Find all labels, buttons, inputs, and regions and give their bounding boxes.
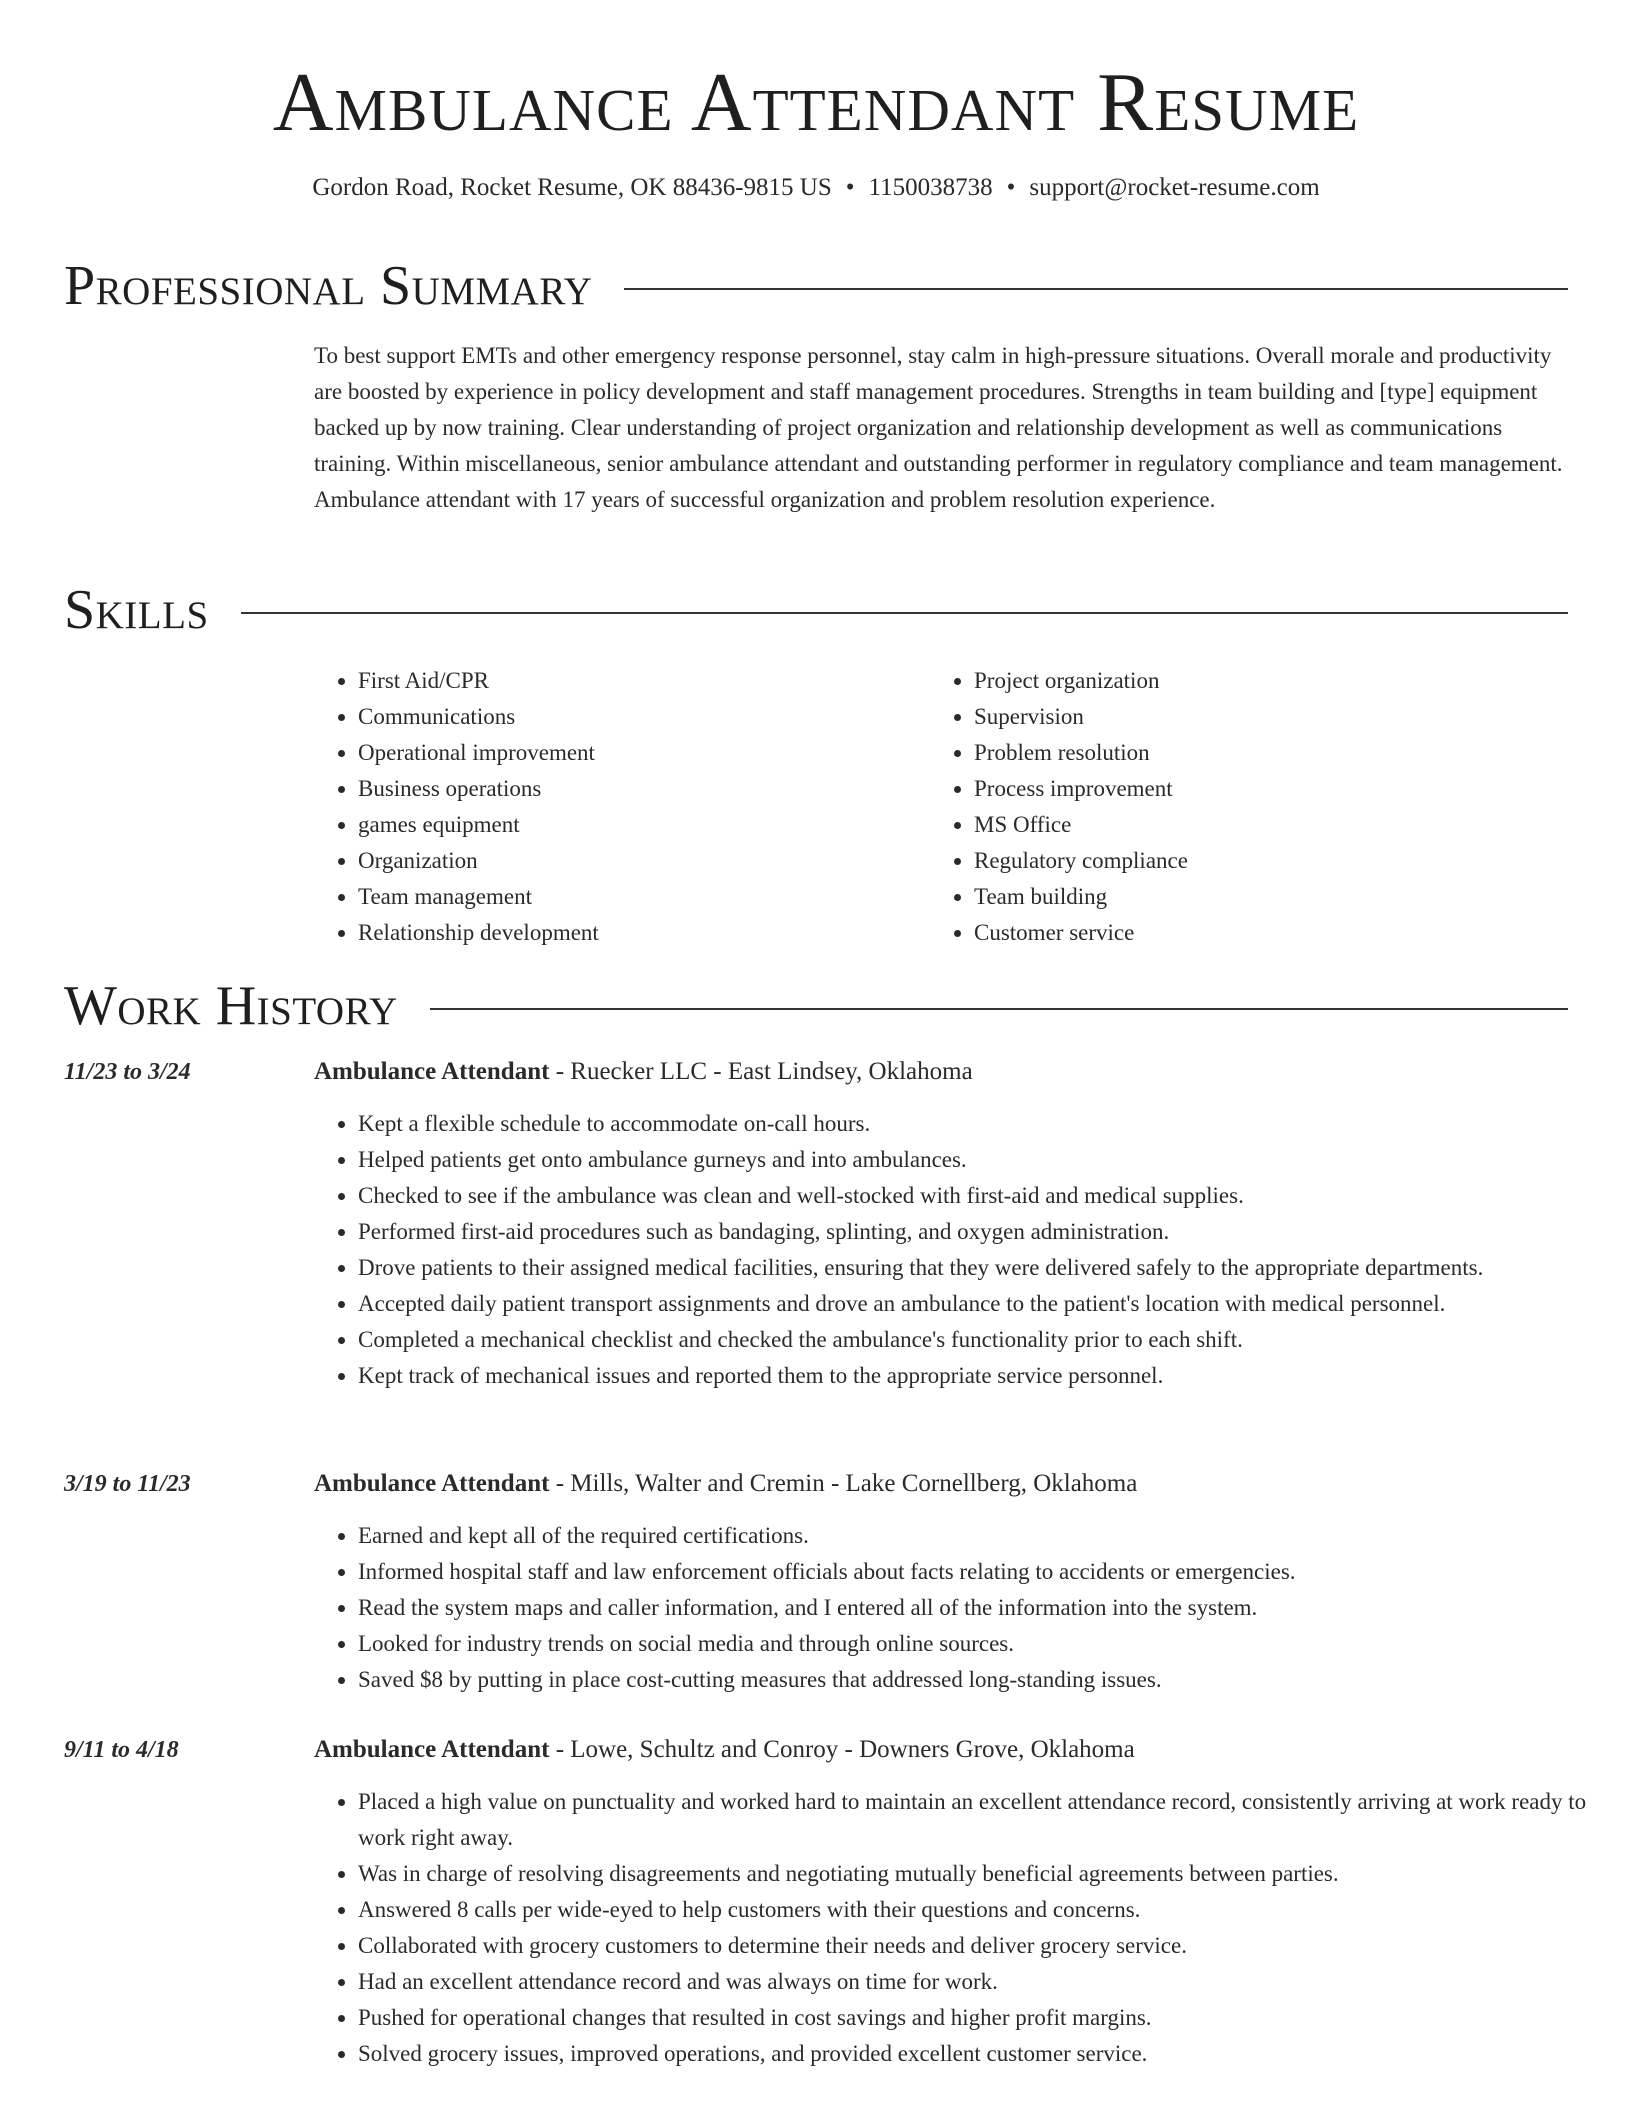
skill-item: • Regulatory compliance: [974, 843, 1188, 879]
skill-item: • Relationship development: [358, 915, 930, 951]
job-bullet: • Was in charge of resolving disagreements and negotiating mutually beneficial agreements between parties.: [358, 1856, 1612, 1892]
skill-item: • Team building: [974, 879, 1188, 915]
contact-address: Gordon Road, Rocket Resume, OK 88436-9815 US: [312, 174, 832, 201]
summary-section-title: Professional Summary: [64, 255, 593, 317]
job-bullets: [314, 1106, 1612, 1394]
skills-section-header: [64, 580, 1568, 640]
skill-item: • games equipment: [358, 807, 930, 843]
contact-separator: •: [1006, 174, 1016, 201]
skill-item: • Supervision: [974, 699, 1188, 735]
job-title: Ambulance Attendant: [314, 1736, 550, 1763]
job-bullet: • Answered 8 calls per wide-eyed to help customers with their questions and concerns.: [358, 1892, 1612, 1928]
job-bullet: • Kept track of mechanical issues and reported them to the appropriate service personnel.: [358, 1358, 1612, 1394]
job-bullet: • Performed first-aid procedures such as bandaging, splinting, and oxygen administration.: [358, 1214, 1612, 1250]
skill-item: • Process improvement: [974, 771, 1188, 807]
skill-item: • Team management: [358, 879, 930, 915]
job-dates: 11/23 to 3/24: [64, 1059, 191, 1085]
work-history-section-header: [64, 976, 1568, 1036]
contact-line: [0, 172, 1632, 204]
job-bullet: • Completed a mechanical checklist and checked the ambulance's functionality prior to each shift.: [358, 1322, 1612, 1358]
skills-column-2: [930, 663, 1188, 951]
job-heading: [314, 1054, 973, 1090]
job-bullets: [314, 1518, 1612, 1698]
work-history-section-title: Work History: [64, 975, 398, 1037]
skill-item: • Project organization: [974, 663, 1188, 699]
job-bullet: • Looked for industry trends on social media and through online sources.: [358, 1626, 1612, 1662]
job-bullets: [314, 1784, 1612, 2072]
contact-separator: •: [845, 174, 855, 201]
job-bullet: • Checked to see if the ambulance was clean and well-stocked with first-aid and medical supplies.: [358, 1178, 1612, 1214]
job-bullet: • Pushed for operational changes that resulted in cost savings and higher profit margins.: [358, 2000, 1612, 2036]
skills-section-title: Skills: [64, 579, 209, 641]
job-bullet: • Collaborated with grocery customers to determine their needs and deliver grocery service.: [358, 1928, 1612, 1964]
job-bullet: • Drove patients to their assigned medical facilities, ensuring that they were delivered safely to the appropriate departments.: [358, 1250, 1612, 1286]
job-title: Ambulance Attendant: [314, 1470, 550, 1497]
skill-item: • Customer service: [974, 915, 1188, 951]
contact-phone: 1150038738: [868, 174, 993, 201]
job-heading: [314, 1732, 1135, 1768]
skills-column-1: [314, 663, 930, 951]
job-bullet: • Kept a flexible schedule to accommodate on-call hours.: [358, 1106, 1612, 1142]
skill-item: • MS Office: [974, 807, 1188, 843]
job-bullet: • Had an excellent attendance record and was always on time for work.: [358, 1964, 1612, 2000]
contact-email: support@rocket-resume.com: [1029, 174, 1320, 201]
summary-section-header: [64, 256, 1568, 316]
job-dates: 9/11 to 4/18: [64, 1737, 179, 1763]
professional-summary-text: To best support EMTs and other emergency response personnel, stay calm in high-pressure situations. Overall morale and productivity are boosted by experience in policy development and staff management procedures. Strengths in team building and [type] equipment backed up by now training. Clear understanding of project organization and relationship development as well as communications training. Within miscellaneous, senior ambulance attendant and outstanding performer in regulatory compliance and team management. Ambulance attendant with 17 years of successful organization and problem resolution experience.: [314, 343, 1563, 512]
job-bullet: • Placed a high value on punctuality and worked hard to maintain an excellent attendance record, consistently arriving at work ready to work right away.: [358, 1784, 1612, 1856]
job-bullet: • Accepted daily patient transport assignments and drove an ambulance to the patient's location with medical personnel.: [358, 1286, 1612, 1322]
job-dates: 3/19 to 11/23: [64, 1471, 191, 1497]
job-bullet: • Read the system maps and caller information, and I entered all of the information into the system.: [358, 1590, 1612, 1626]
job-bullet: • Solved grocery issues, improved operations, and provided excellent customer service.: [358, 2036, 1612, 2072]
job-employer: - Ruecker LLC - East Lindsey, Oklahoma: [549, 1058, 973, 1085]
section-divider: [430, 1008, 1568, 1010]
job-title: Ambulance Attendant: [314, 1058, 550, 1085]
job-employer: - Lowe, Schultz and Conroy - Downers Grove, Oklahoma: [549, 1736, 1135, 1763]
job-bullet: • Helped patients get onto ambulance gurneys and into ambulances.: [358, 1142, 1612, 1178]
skill-item: • Communications: [358, 699, 930, 735]
skill-item: • First Aid/CPR: [358, 663, 930, 699]
job-heading: [314, 1466, 1137, 1502]
skill-item: • Business operations: [358, 771, 930, 807]
resume-title: Ambulance Attendant Resume: [272, 56, 1360, 149]
skill-item: • Problem resolution: [974, 735, 1188, 771]
skill-item: • Organization: [358, 843, 930, 879]
section-divider: [241, 612, 1568, 614]
skills-list: [314, 663, 1568, 951]
skill-item: • Operational improvement: [358, 735, 930, 771]
job-employer: - Mills, Walter and Cremin - Lake Cornellberg, Oklahoma: [549, 1470, 1138, 1497]
section-divider: [624, 288, 1568, 290]
job-bullet: • Informed hospital staff and law enforcement officials about facts relating to accidents or emergencies.: [358, 1554, 1612, 1590]
job-bullet: • Earned and kept all of the required certifications.: [358, 1518, 1612, 1554]
job-bullet: • Saved $8 by putting in place cost-cutting measures that addressed long-standing issues.: [358, 1662, 1612, 1698]
